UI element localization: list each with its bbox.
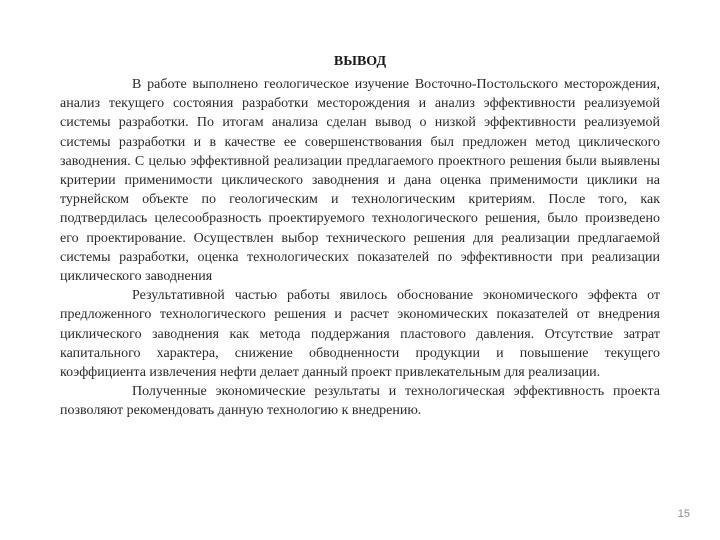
paragraph-economic-effect: Результативной частью работы явилось обоснование экономического эффекта от предложенного технологического решения и расчет экономических показателей от внедрения циклического заводнения как метода поддержания пластового давления. Отсутствие затрат капитального характера, снижение обводненности продукции и повышение текущего коэффициента извлечения нефти делает данный проект привлекательным для реализации. xyxy=(60,288,660,381)
paragraph-recommendation: Полученные экономические результаты и технологическая эффективность проекта позволяют рекомендовать данную технологию к внедрению. xyxy=(60,384,660,419)
conclusion-text xyxy=(60,75,660,421)
slide-title: ВЫВОД xyxy=(333,54,387,69)
page-number: 15 xyxy=(677,508,690,520)
paragraph-study-summary: В работе выполнено геологическое изучение Восточно-Постольского месторождения, анализ текущего состояния разработки месторождения и анализ эффективности реализуемой системы разработки. По итогам анализа сделан вывод о низкой эффективности реализуемой системы разработки и в качестве ее совершенствования был предложен метод циклического заводнения. С целью эффективной реализации предлагаемого проектного решения были выявлены критерии применимости циклического заводнения и дана оценка применимости циклики на турнейском объекте по геологическим и технологическим критериям. После того, как подтвердилась целесообразность проектируемого технологического решения, было произведено его проектирование. Осуществлен выбор технического решения для реализации предлагаемой системы разработки, оценка технологических показателей по эффективности при реализации циклического заводнения xyxy=(60,77,660,285)
